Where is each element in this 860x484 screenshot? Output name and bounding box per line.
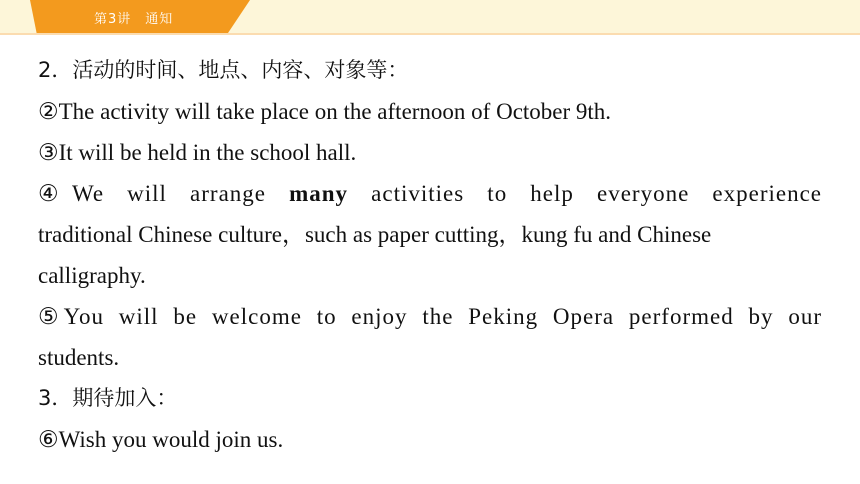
- emphasis-many: many: [289, 181, 349, 206]
- sentence-4-line-3: calligraphy.: [38, 263, 146, 288]
- sentence-5-line-2: students.: [38, 345, 120, 370]
- sentence-3: ③It will be held in the school hall.: [38, 140, 357, 165]
- sentence-5-line-1: ⑤You will be welcome to enjoy the Peking Opera performed by our: [38, 304, 822, 329]
- lesson-title: 第3讲 通知: [94, 12, 174, 27]
- sentence-2: ②The activity will take place on the afternoon of October 9th.: [38, 99, 612, 124]
- header-divider: [0, 33, 860, 35]
- sentence-4-line-2: traditional Chinese culture，such as paper cutting，kung fu and Chinese: [38, 222, 712, 247]
- section-heading-2: 2．活动的时间、地点、内容、对象等：: [38, 58, 409, 82]
- sentence-4-end: activities to help everyone experience: [348, 181, 822, 206]
- sentence-6: ⑥Wish you would join us.: [38, 427, 284, 452]
- sentence-4-line-1: [38, 173, 822, 214]
- sentence-4-start: ④We will arrange: [38, 181, 290, 206]
- section-heading-3: 3．期待加入：: [38, 386, 178, 410]
- notice-body: [38, 50, 822, 460]
